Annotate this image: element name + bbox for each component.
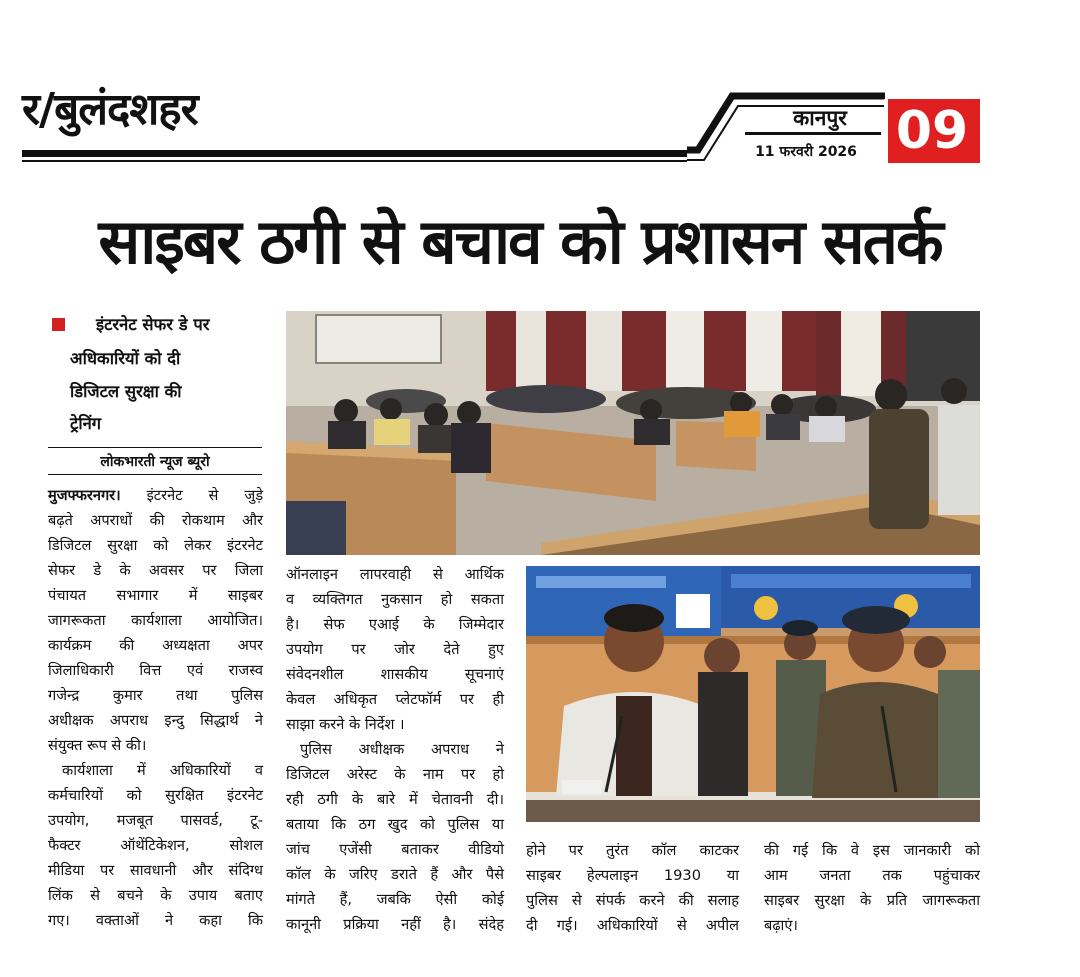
article-line: केवल अधिकृत प्लेटफॉर्म पर ही bbox=[286, 691, 504, 708]
section-name: र/बुलंदशहर bbox=[22, 84, 198, 135]
article-column-2 bbox=[286, 562, 504, 937]
article-line: दी गई। अधिकारियों से अपील bbox=[526, 917, 739, 934]
article-line: संवेदनशील शासकीय सूचनाएं bbox=[286, 666, 504, 683]
page-number-badge: 09 bbox=[884, 99, 980, 163]
byline-rule-top bbox=[48, 447, 262, 448]
article-line: मुजफ्फरनगर। इंटरनेट से जुड़े bbox=[48, 487, 264, 504]
meeting-hall-photo bbox=[286, 311, 980, 555]
article-line: साइबर सुरक्षा के प्रति जागरूकता bbox=[764, 892, 980, 909]
page-number-divider bbox=[884, 99, 888, 163]
city-name: कानपुर bbox=[793, 106, 847, 130]
article-line: जांच एजेंसी बताकर वीडियो bbox=[286, 841, 504, 858]
masthead-rule-thin bbox=[22, 160, 687, 162]
article-line: पुलिस अधीक्षक अपराध ने bbox=[300, 741, 504, 758]
article-line: की गई कि वे इस जानकारी को bbox=[764, 842, 980, 859]
article-column-1 bbox=[48, 483, 263, 933]
article-line: कानूनी प्रक्रिया नहीं है। संदेह bbox=[286, 916, 504, 933]
article-line: उपयोग पर जोर देते हुए bbox=[286, 641, 504, 658]
article-line: साझा करने के निर्देश । bbox=[286, 716, 405, 733]
city-rule bbox=[745, 132, 881, 135]
article-line: व व्यक्तिगत नुकसान हो सकता bbox=[286, 591, 504, 608]
officials-speaking-photo bbox=[526, 566, 980, 822]
article-line: फैक्टर ऑथेंटिकेशन, सोशल bbox=[48, 837, 263, 854]
article-line: लिंक से बचने के उपाय बताए bbox=[48, 887, 263, 904]
masthead-rule-thick bbox=[22, 150, 687, 157]
article-line: सेफर डे के अवसर पर जिला bbox=[48, 562, 263, 579]
byline: लोकभारती न्यूज ब्यूरो bbox=[100, 454, 210, 470]
article-line: साइबर हेल्पलाइन 1930 या bbox=[526, 867, 739, 884]
article-line: मांगते हैं, जबकि ऐसी कोई bbox=[286, 891, 504, 908]
article-line: पंचायत सभागार में साइबर bbox=[48, 587, 263, 604]
article-line: है। सेफ एआई के जिम्मेदार bbox=[286, 616, 504, 633]
article-column-4 bbox=[764, 838, 980, 938]
article-line: बढ़ते अपराधों की रोकथाम और bbox=[48, 512, 263, 529]
article-line: ऑनलाइन लापरवाही से आर्थिक bbox=[286, 566, 504, 583]
highlight-bullet bbox=[52, 318, 65, 331]
byline-rule-bottom bbox=[48, 474, 262, 475]
article-line: कार्यशाला में अधिकारियों व bbox=[62, 762, 263, 779]
highlight-line: इंटरनेट सेफर डे पर bbox=[96, 315, 210, 334]
article-line: आम जनता तक पहुंचाकर bbox=[764, 867, 980, 884]
article-line: मीडिया पर सावधानी और संदिग्ध bbox=[48, 862, 263, 879]
highlight-line: अधिकारियों को दी bbox=[70, 349, 181, 368]
headline: साइबर ठगी से बचाव को प्रशासन सतर्क bbox=[98, 205, 942, 278]
article-line: रही ठगी के बारे में चेतावनी दी। bbox=[286, 791, 504, 808]
highlight-line: ट्रेनिंग bbox=[70, 414, 102, 433]
issue-date: 11 फरवरी 2026 bbox=[755, 144, 857, 160]
article-line: होने पर तुरंत कॉल काटकर bbox=[526, 842, 739, 859]
article-line: पुलिस से संपर्क करने की सलाह bbox=[526, 892, 739, 909]
article-line: संयुक्त रूप से की। bbox=[48, 737, 147, 754]
article-line: जिलाधिकारी वित्त एवं राजस्व bbox=[48, 662, 263, 679]
article-line: बढ़ाएं। bbox=[764, 917, 798, 934]
article-line: अधीक्षक अपराध इन्दु सिद्धार्थ ने bbox=[48, 712, 263, 729]
article-line: बताया कि ठग खुद को पुलिस या bbox=[286, 816, 504, 833]
article-line: डिजिटल सुरक्षा को लेकर इंटरनेट bbox=[48, 537, 263, 554]
article-line: गए। वक्ताओं ने कहा कि bbox=[48, 912, 263, 929]
article-line: कर्मचारियों को सुरक्षित इंटरनेट bbox=[48, 787, 263, 804]
article-line: डिजिटल अरेस्ट के नाम पर हो bbox=[286, 766, 504, 783]
dateline-place: मुजफ्फरनगर। bbox=[48, 487, 121, 504]
article-line: कार्यक्रम की अध्यक्षता अपर bbox=[48, 637, 263, 654]
article-column-3 bbox=[526, 838, 739, 938]
article-line: उपयोग, मजबूत पासवर्ड, टू- bbox=[48, 812, 263, 829]
article-line: कॉल के जरिए डराते हैं और पैसे bbox=[286, 866, 504, 883]
highlight-line: डिजिटल सुरक्षा की bbox=[70, 382, 182, 401]
article-line: जागरूकता कार्यशाला आयोजित। bbox=[48, 612, 263, 629]
article-line: गजेन्द्र कुमार तथा पुलिस bbox=[48, 687, 263, 704]
